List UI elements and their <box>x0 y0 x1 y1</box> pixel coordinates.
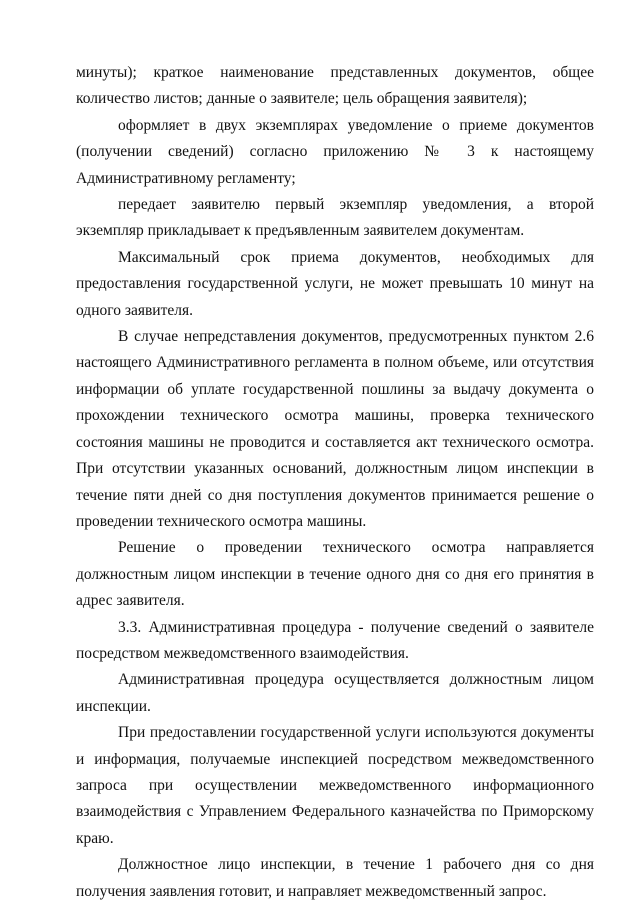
paragraph-transfer: передает заявителю первый экземпляр уведомления, а второй экземпляр прикладывает к предъявленным заявителем документам. <box>76 196 594 240</box>
paragraph-inspection-decision: Решение о проведении технического осмотра направляется должностным лицом инспекции в течение одного дня со дня его принятия в адрес заявителя. <box>76 539 594 610</box>
paragraph-notification: оформляет в двух экземплярах уведомление о приеме документов (получении сведений) согласно приложению № 3 к настоящему Административному регламенту; <box>76 116 594 187</box>
paragraph-interagency-info: При предоставлении государственной услуги используются документы и информация, получаемые инспекцией посредством межведомственного запроса при осуществлении межведомственного информационного взаимодействия с Управлением Федерального казначейства по Приморскому краю. <box>76 724 594 847</box>
paragraph-procedure-heading: 3.3. Административная процедура - получение сведений о заявителе посредством межведомственного взаимодействия. <box>76 618 594 662</box>
paragraph-procedure-performer: Административная процедура осуществляется должностным лицом инспекции. <box>76 671 594 715</box>
paragraph-missing-documents: В случае непредставления документов, предусмотренных пунктом 2.6 настоящего Административного регламента в полном объеме, или отсутствия информации об уплате государственной пошлины за выдачу документа о прохождении технического осмотра машины, проверка технического состояния машины не проводится и составляется акт технического осмотра. При отсутствии указанных оснований, должностным лицом инспекции в течение пяти дней со дня поступления документов принимается решение о проведении технического осмотра машины. <box>76 328 594 530</box>
paragraph-request-deadline: Должностное лицо инспекции, в течение 1 рабочего дня со дня получения заявления готовит, и направляет межведомственный запрос. <box>76 856 594 900</box>
paragraph-continuation: минуты); краткое наименование представленных документов, общее количество листов; данные о заявителе; цель обращения заявителя); <box>76 64 594 108</box>
document-page <box>76 60 594 905</box>
paragraph-max-time: Максимальный срок приема документов, необходимых для предоставления государственной услуги, не может превышать 10 минут на одного заявителя. <box>76 248 594 319</box>
